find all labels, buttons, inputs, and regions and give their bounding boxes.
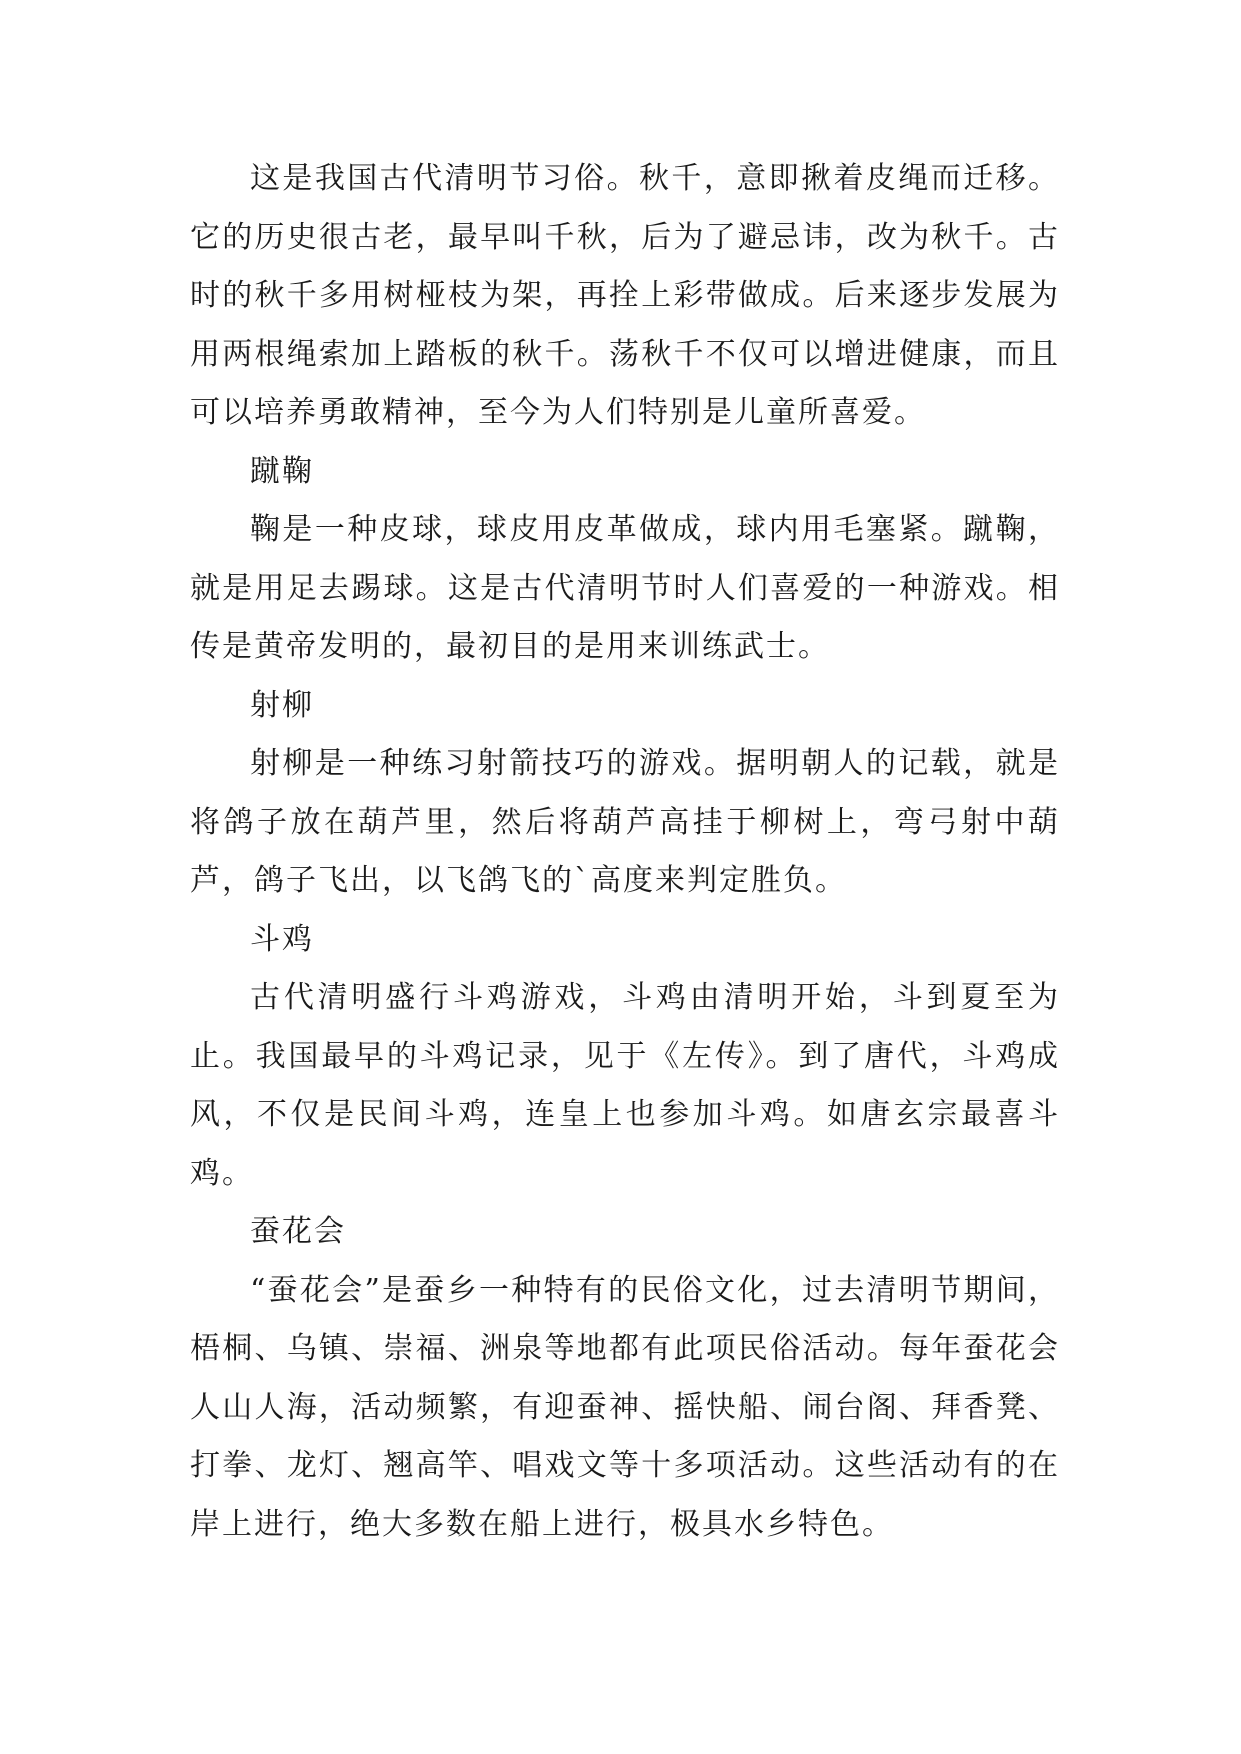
- paragraph-swing: 这是我国古代清明节习俗。秋千，意即揪着皮绳而迁移。它的历史很古老，最早叫千秋，后为了避忌讳，改为秋千。古时的秋千多用树桠枝为架，再拴上彩带做成。后来逐步发展为用两根绳索加上踏板的秋千。荡秋千不仅可以增进健康，而且可以培养勇敢精神，至今为人们特别是儿童所喜爱。: [190, 161, 1060, 430]
- paragraph-sheliu: 射柳是一种练习射箭技巧的游戏。据明朝人的记载，就是将鸽子放在葫芦里，然后将葫芦高挂于柳树上，弯弓射中葫芦，鸽子飞出，以飞鸽飞的`高度来判定胜负。: [190, 746, 1060, 898]
- paragraph-canhuahui: “蚕花会”是蚕乡一种特有的民俗文化，过去清明节期间，梧桐、乌镇、崇福、洲泉等地都有此项民俗活动。每年蚕花会人山人海，活动频繁，有迎蚕神、摇快船、闹台阁、拜香凳、打拳、龙灯、翘高竿、唱戏文等十多项活动。这些活动有的在岸上进行，绝大多数在船上进行，极具水乡特色。: [190, 1272, 1060, 1542]
- heading-canhuahui: 蚕花会: [250, 1214, 346, 1249]
- paragraph-cuju: 鞠是一种皮球，球皮用皮革做成，球内用毛塞紧。蹴鞠，就是用足去踢球。这是古代清明节时人们喜爱的一种游戏。相传是黄帝发明的，最初目的是用来训练武士。: [190, 512, 1060, 664]
- heading-douji: 斗鸡: [250, 921, 314, 957]
- heading-sheliu: 射柳: [250, 687, 314, 723]
- paragraph-douji: 古代清明盛行斗鸡游戏，斗鸡由清明开始，斗到夏至为止。我国最早的斗鸡记录，见于《左传》。到了唐代，斗鸡成风，不仅是民间斗鸡，连皇上也参加斗鸡。如唐玄宗最喜斗鸡。: [190, 980, 1060, 1191]
- heading-cuju: 蹴鞠: [250, 453, 314, 489]
- document-body: [190, 150, 1060, 1554]
